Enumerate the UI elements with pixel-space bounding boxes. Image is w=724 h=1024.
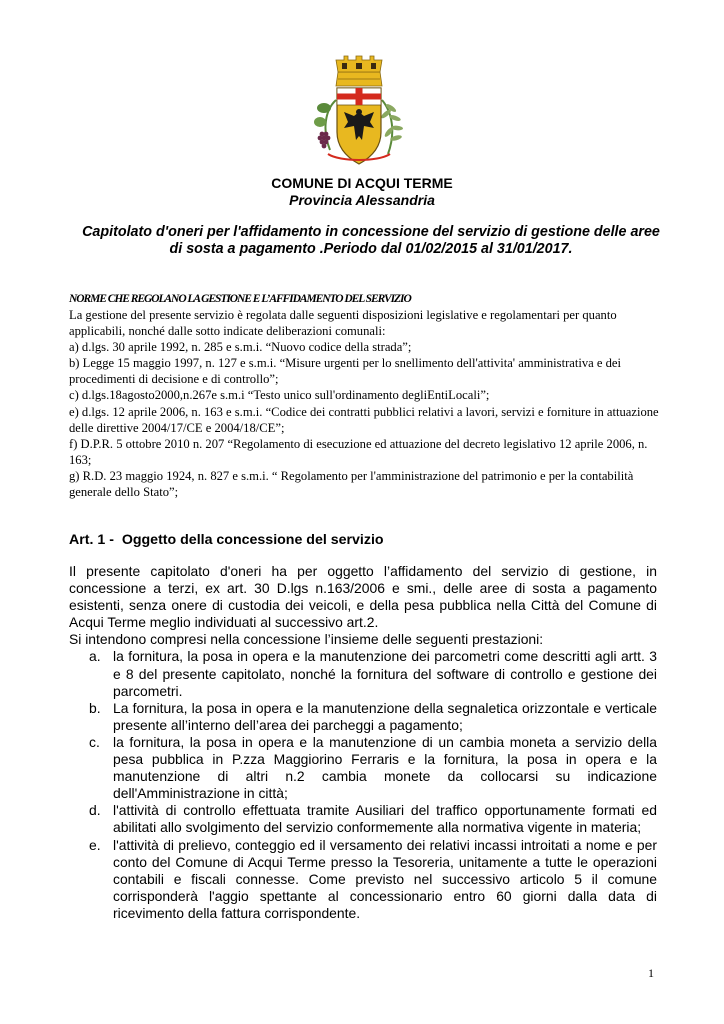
list-item-text: la fornitura, la posa in opera e la manutenzione di un cambia moneta a servizio della pesa pubblica in P.zza Maggiorino Ferraris e la fornitura, la posa in opera e la manutenzione di altri n.2 cambia monete da collocarsi su indicazione dell'Amministrazione in città;	[113, 733, 657, 802]
list-item-text: l'attività di prelievo, conteggio ed il versamento dei relativi incassi introitati a nome e per conto del Comune di Acqui Terme presso la Tesoreria, unitamente a tutte le operazioni contabili e fiscali connesse. Come previsto nel successivo articolo 5 il comune corrisponderà l'aggio spettante al concessionario entro 60 giorni dalla data di ricevimento della fattura corrispondente.	[113, 836, 657, 921]
provincia-subtitle: Provincia Alessandria	[289, 192, 435, 208]
list-item-text: la fornitura, la posa in opera e la manutenzione dei parcometri come descritti agli artt. 3 e 8 del presente capitolato, nonché la fornitura del software di controllo e gestione dei parcometri.	[113, 648, 657, 699]
norme-intro: La gestione del presente servizio è regolata dalle seguenti disposizioni legislative e regolamentari per quanto applicabili, nonché dalle sotto indicate deliberazioni comunali:	[69, 308, 617, 339]
list-marker: c.	[89, 733, 100, 750]
norme-item: f) D.P.R. 5 ottobre 2010 n. 207 “Regolamento di esecuzione ed attuazione del decreto legislativo 12 aprile 2006, n. 163;	[69, 436, 648, 467]
norme-item: b) Legge 15 maggio 1997, n. 127 e s.m.i. “Misure urgenti per lo snellimento dell'attivita' amministrativa e dei procedimenti di decisione e di controllo”;	[69, 356, 622, 387]
list-marker: b.	[89, 699, 101, 716]
list-item-text: l'attività di controllo effettuata tramite Ausiliari del traffico opportunamente formati ed abilitati allo svolgimento del servizio conformemente alla normativa vigente in materia;	[113, 802, 657, 836]
document-subject: Capitolato d'oneri per l'affidamento in concessione del servizio di gestione delle aree di sosta a pagamento .Periodo dal 01/02/2015 al 31/01/2017.	[82, 224, 660, 257]
list-marker: a.	[89, 648, 101, 665]
page-number: 1	[648, 966, 654, 980]
norme-item: c) d.lgs.18agosto2000,n.267e s.m.i “Testo unico sull'ordinamento degliEntiLocali”;	[69, 388, 490, 403]
norme-item: e) d.lgs. 12 aprile 2006, n. 163 e s.m.i. “Codice dei contratti pubblici relativi a lavori, servizi e forniture in attuazione delle direttive 2004/17/CE e 2004/18/CE”;	[69, 404, 659, 435]
list-item	[69, 648, 657, 699]
list-item	[69, 802, 657, 836]
norme-item: g) R.D. 23 maggio 1924, n. 827 e s.m.i. “ Regolamento per l'amministrazione del patrimonio e per la contabilità generale dello Stato”;	[69, 468, 634, 500]
article-1-paragraph: Il presente capitolato d'oneri ha per oggetto l’affidamento del servizio di gestione, in concessione a terzi, ex art. 30 D.lgs n.163/2006 e smi., delle aree di sosta a pagamento esistenti, senza onere di custodia dei veicoli, e della pesa pubblica nella Città del Comune di Acqui Terme meglio individuati al successivo art.2.	[69, 563, 657, 631]
list-marker: e.	[89, 836, 101, 853]
norme-section	[69, 307, 669, 500]
comune-title: COMUNE DI ACQUI TERME	[271, 175, 453, 191]
list-item	[69, 734, 657, 802]
article-1-body	[69, 563, 657, 922]
prestazioni-list	[69, 648, 657, 922]
norme-heading: NORME CHE REGOLANO LA GESTIONE E L’AFFIDAMENTO DEL SERVIZIO	[69, 293, 411, 305]
list-marker: d.	[89, 802, 101, 819]
article-1-heading: Art. 1 - Oggetto della concessione del servizio	[69, 532, 384, 548]
list-item-text: La fornitura, la posa in opera e la manutenzione della segnaletica orizzontale e verticale presente all’interno dell’area dei parcheggi a pagamento;	[113, 699, 657, 733]
norme-item: a) d.lgs. 30 aprile 1992, n. 285 e s.m.i. “Nuovo codice della strada”;	[69, 340, 412, 355]
coat-of-arms-icon	[300, 50, 418, 175]
list-item	[69, 700, 657, 734]
article-1-list-intro: Si intendono compresi nella concessione l’insieme delle seguenti prestazioni:	[69, 631, 544, 648]
list-item	[69, 837, 657, 922]
